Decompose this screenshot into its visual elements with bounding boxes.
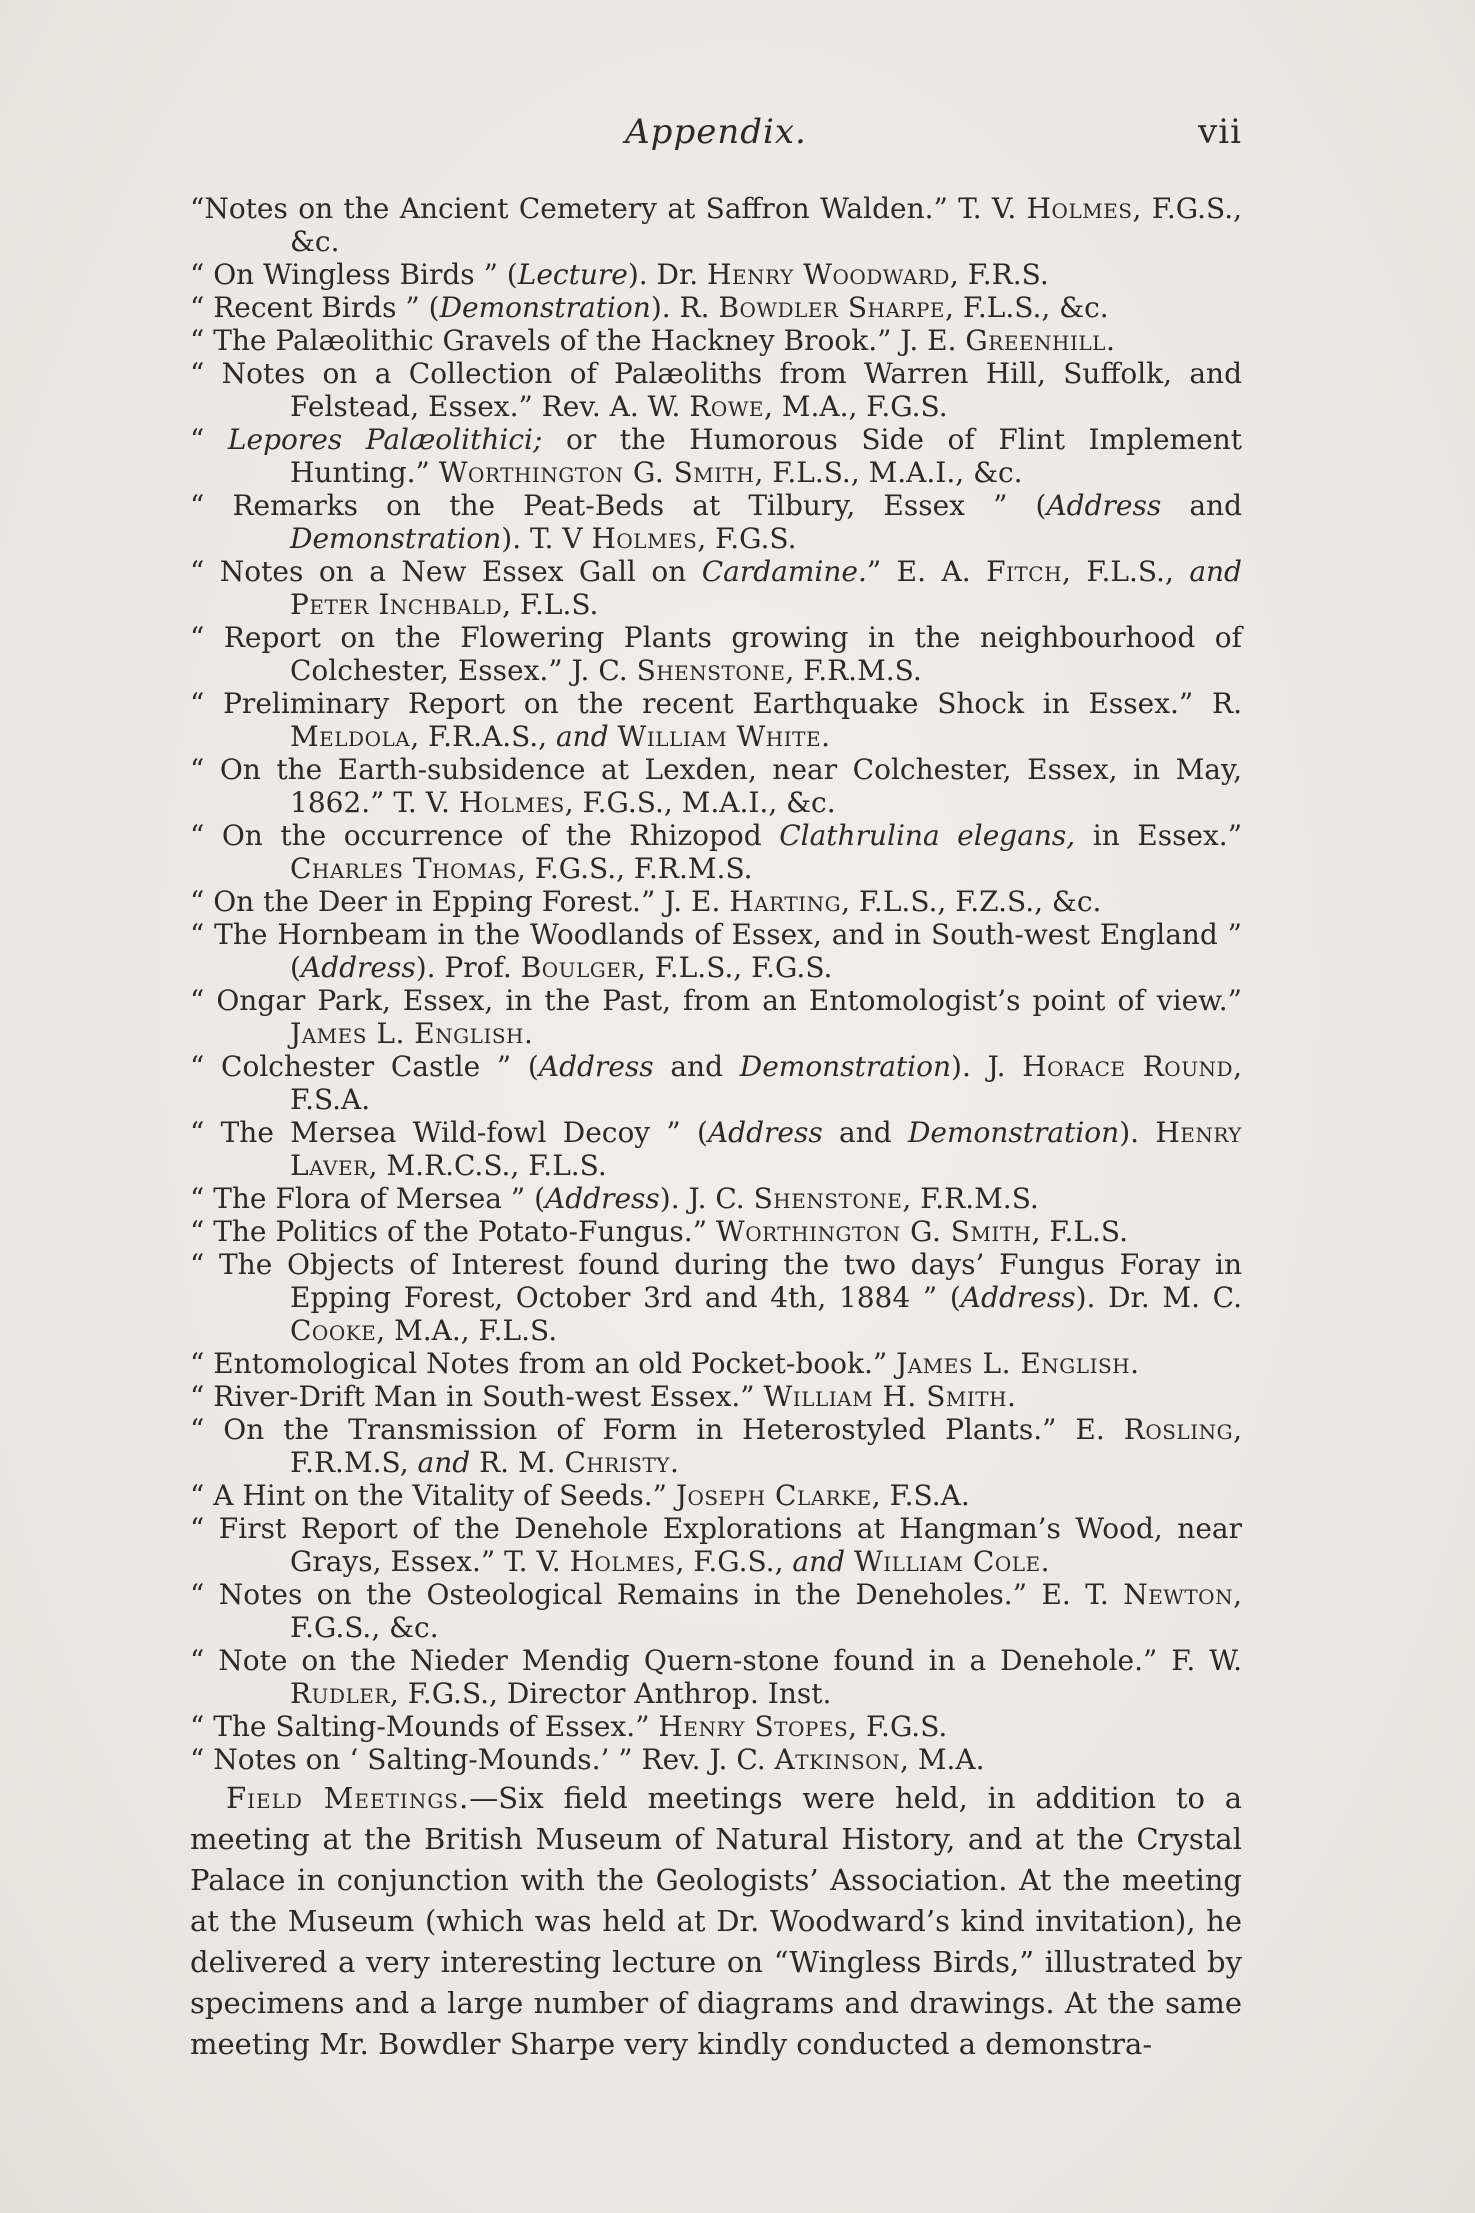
entry-text: . — [1130, 1347, 1140, 1380]
entry-text: “ Entomological Notes from an old Pocket-book.” — [190, 1347, 897, 1380]
entry-text: “ The Hornbeam in the Woodlands of Essex, and in South-west England ” ( — [190, 918, 1242, 984]
paper-entry — [190, 423, 1242, 489]
paper-entry — [190, 1215, 1242, 1248]
entry-text: in Essex.” — [1075, 819, 1243, 852]
italic-text: Clathrulina elegans, — [779, 819, 1076, 852]
entry-text: “ On the Deer in Epping Forest.” J. E. — [190, 885, 730, 918]
entry-text: “ First Report of the Denehole Explorations at Hangman’s Wood, near Grays, Essex.” T. V. — [190, 1512, 1242, 1578]
entry-text: , F.G.S., — [675, 1545, 793, 1578]
entry-text: , F.L.S. — [1031, 1215, 1128, 1248]
entry-text: , F.G.S., F.R.M.S. — [517, 852, 753, 885]
paper-entry — [190, 885, 1242, 918]
author-name: Horace Round — [1022, 1050, 1234, 1083]
author-name: Charles Thomas — [290, 852, 517, 885]
entry-text: . — [1040, 1545, 1050, 1578]
paper-entry — [190, 1116, 1242, 1182]
italic-text: and — [417, 1446, 471, 1479]
entry-text: , F.L.S., F.G.S. — [636, 951, 833, 984]
paper-entry — [190, 1644, 1242, 1710]
entry-text: , M.R.C.S., F.L.S. — [368, 1149, 607, 1182]
entry-text: “ On the Earth-subsidence at Lexden, near Colchester, Essex, in May, 1862.” T. V. — [190, 753, 1242, 819]
entry-text: . — [1105, 324, 1115, 357]
paper-entry — [190, 1347, 1242, 1380]
entry-text: “ Colchester Castle ” ( — [190, 1050, 539, 1083]
entry-text: “ Recent Birds ” ( — [190, 291, 440, 324]
paper-entry — [190, 324, 1242, 357]
entry-text: , F.L.S. — [502, 588, 599, 621]
entry-text: , F.S.A. — [290, 1050, 1242, 1116]
entry-text: “ The Salting-Mounds of Essex.” — [190, 1710, 659, 1743]
entry-text: , F.R.M.S, — [290, 1413, 1242, 1479]
entry-text: , M.A., F.L.S. — [376, 1314, 558, 1347]
entry-text: “ Notes on the Osteological Remains in the Deneholes.” E. T. — [190, 1578, 1124, 1611]
italic-text: and — [792, 1545, 846, 1578]
paper-entry — [190, 687, 1242, 753]
paper-entry — [190, 918, 1242, 984]
paper-entry — [190, 1182, 1242, 1215]
italic-text: and — [1189, 555, 1242, 588]
italic-text: Cardamine. — [701, 555, 867, 588]
italic-text: Address — [960, 1281, 1076, 1314]
italic-text: Address — [707, 1116, 823, 1149]
paper-entry — [190, 1578, 1242, 1644]
entry-text: and — [653, 1050, 740, 1083]
entry-text: . — [821, 720, 830, 753]
author-name: Meldola — [290, 720, 411, 753]
italic-text: Lepores Palæolithici; — [227, 423, 543, 456]
entry-text — [609, 720, 618, 753]
author-name: Holmes — [591, 522, 698, 555]
entry-text: “ — [190, 423, 228, 456]
paper-entry — [190, 1248, 1242, 1347]
entry-text: , F.G.S., &c. — [290, 1578, 1242, 1644]
paper-entry — [190, 489, 1242, 555]
italic-text: Address — [538, 1050, 654, 1083]
entry-text: “Notes on the Ancient Cemetery at Saffron Walden.” T. V. — [190, 192, 1027, 225]
entry-text: “ Report on the Flowering Plants growing in the neighbourhood of Colchester, Essex.” J. C. — [190, 621, 1242, 687]
author-name: Joseph Clarke — [675, 1479, 872, 1512]
entry-text: , M.A. — [900, 1743, 985, 1776]
entry-text: “ River-Drift Man in South-west Essex.” — [190, 1380, 764, 1413]
author-name: James L. English — [290, 1017, 524, 1050]
author-name: Rowe — [689, 390, 764, 423]
entry-text: “ The Objects of Interest found during the two days’ Fungus Foray in Epping Forest, October 3rd and 4th, 1884 ” ( — [190, 1248, 1242, 1314]
italic-text: Address — [545, 1182, 660, 1215]
author-name: James L. English — [896, 1347, 1131, 1380]
author-name: Newton — [1123, 1578, 1234, 1611]
paper-entry — [190, 1413, 1242, 1479]
field-meetings-heading: Field Meetings. — [226, 1781, 470, 1815]
field-meetings-text: —Six field meetings were held, in addition to a meeting at the British Museum of Natural History, and at the Crystal Palace in conjunction with the Geologists’ Association. At the meeting at the Museum (which was held at Dr. Woodward’s kind invitation), he delivered a very interesting lecture on “Wingless Birds,” illustrated by specimens and a large number of diagrams and drawings. At the same meeting Mr. Bowdler Sharpe very kindly conducted a demonstra- — [190, 1781, 1243, 2061]
entry-text: , F.G.S., Director Anthrop. Inst. — [389, 1677, 832, 1710]
author-name: Shenstone — [636, 654, 786, 687]
entry-text: , F.G.S., M.A.I., &c. — [564, 786, 836, 819]
author-name: Shenstone — [753, 1182, 903, 1215]
author-name: Holmes — [569, 1545, 676, 1578]
author-name: Rosling — [1123, 1413, 1234, 1446]
entry-text: “ On the occurrence of the Rhizopod — [190, 819, 780, 852]
paper-entry — [190, 621, 1242, 687]
entry-text: “ The Politics of the Potato-Fungus.” — [190, 1215, 716, 1248]
paper-entry — [190, 1050, 1242, 1116]
author-name: Henry Laver — [290, 1116, 1242, 1182]
entry-text: ). Prof. — [415, 951, 521, 984]
entry-text: , F.R.A.S., — [410, 720, 556, 753]
author-name: Cooke — [290, 1314, 377, 1347]
paper-entry — [190, 753, 1242, 819]
author-name: Harting — [729, 885, 842, 918]
entry-text: , F.R.M.S. — [902, 1182, 1039, 1215]
entry-text: “ Notes on a New Essex Gall on — [190, 555, 702, 588]
italic-text: Demonstration — [290, 522, 502, 555]
author-name: Greenhill — [965, 324, 1106, 357]
entry-text: ). Dr. — [627, 258, 708, 291]
entry-text: “ Note on the Nieder Mendig Quern-stone found in a Denehole.” F. W. — [190, 1644, 1242, 1677]
page-number: vii — [1198, 112, 1242, 152]
author-name: Worthington G. Smith — [438, 456, 755, 489]
italic-text: Demonstration — [439, 291, 651, 324]
entry-text: , M.A., F.G.S. — [763, 390, 948, 423]
paper-entry — [190, 1512, 1242, 1578]
running-head: Appendix. — [625, 112, 807, 152]
entry-text — [845, 1545, 854, 1578]
author-name: William Cole — [853, 1545, 1041, 1578]
entry-text: , F.S.A. — [871, 1479, 970, 1512]
author-name: Bowdler Sharpe — [718, 291, 946, 324]
entry-text: or the Humorous Side of Flint Implement Hunting.” — [290, 423, 1243, 489]
page-header — [190, 112, 1242, 162]
entry-text: , F.L.S., &c. — [945, 291, 1109, 324]
entry-text: ). J. C. — [659, 1182, 754, 1215]
entry-text: ” E. A. — [866, 555, 987, 588]
author-name: William White — [617, 720, 822, 753]
author-name: Holmes — [458, 786, 565, 819]
entry-text: and — [1161, 489, 1242, 522]
italic-text: Address — [300, 951, 416, 984]
italic-text: Lecture — [517, 258, 628, 291]
entry-text: . — [1007, 1380, 1016, 1413]
paper-entry — [190, 1743, 1242, 1776]
italic-text: and — [555, 720, 609, 753]
paper-entry — [190, 192, 1242, 258]
paper-entry — [190, 555, 1242, 621]
paper-list — [190, 192, 1242, 1776]
entry-text: “ Ongar Park, Essex, in the Past, from an Entomologist’s point of view.” — [190, 984, 1242, 1017]
entry-text: , F.L.S., M.A.I., &c. — [754, 456, 1023, 489]
entry-text: ). R. — [650, 291, 719, 324]
author-name: Worthington G. Smith — [715, 1215, 1032, 1248]
paper-entry — [190, 1380, 1242, 1413]
italic-text: Demonstration — [739, 1050, 952, 1083]
author-name: Peter Inchbald — [290, 588, 503, 621]
author-name: Henry Woodward — [707, 258, 950, 291]
entry-text: . — [670, 1446, 679, 1479]
entry-text: and — [822, 1116, 908, 1149]
entry-text: , F.G.S. — [848, 1710, 948, 1743]
entry-text: “ The Palæolithic Gravels of the Hackney Brook.” J. E. — [190, 324, 966, 357]
paper-entry — [190, 819, 1242, 885]
entry-text: “ Notes on a Collection of Palæoliths from Warren Hill, Suffolk, and Felstead, Essex.” Rev. A. W. — [190, 357, 1242, 423]
entry-text: “ Remarks on the Peat-Beds at Tilbury, Essex ” ( — [190, 489, 1047, 522]
entry-text: “ Notes on ‘ Salting-Mounds.’ ” Rev. J. C. — [190, 1743, 775, 1776]
entry-text: “ The Mersea Wild-fowl Decoy ” ( — [190, 1116, 708, 1149]
paper-entry — [190, 258, 1242, 291]
author-name: Holmes — [1026, 192, 1133, 225]
entry-text: “ On Wingless Birds ” ( — [190, 258, 518, 291]
entry-text: , F.L.S., — [1062, 555, 1190, 588]
paper-entry — [190, 291, 1242, 324]
author-name: Rudler — [290, 1677, 390, 1710]
entry-text: R. M. — [470, 1446, 565, 1479]
author-name: Atkinson — [774, 1743, 901, 1776]
paper-entry — [190, 1710, 1242, 1743]
paper-entry — [190, 1479, 1242, 1512]
entry-text: , F.G.S., &c. — [290, 192, 1242, 258]
italic-text: Demonstration — [907, 1116, 1120, 1149]
author-name: Christy — [564, 1446, 671, 1479]
italic-text: Address — [1046, 489, 1162, 522]
paper-entry — [190, 357, 1242, 423]
entry-text: , F.G.S. — [697, 522, 797, 555]
entry-text: , F.R.M.S. — [785, 654, 922, 687]
entry-text: “ Preliminary Report on the recent Earthquake Shock in Essex.” R. — [190, 687, 1242, 720]
entry-text: “ The Flora of Mersea ” ( — [190, 1182, 546, 1215]
author-name: William H. Smith — [763, 1380, 1008, 1413]
field-meetings-paragraph — [190, 1778, 1242, 2065]
entry-text: “ A Hint on the Vitality of Seeds.” — [190, 1479, 676, 1512]
author-name: Henry Stopes — [658, 1710, 849, 1743]
entry-text: . — [523, 1017, 533, 1050]
entry-text: ). J. — [951, 1050, 1023, 1083]
entry-text: “ On the Transmission of Form in Heterostyled Plants.” E. — [190, 1413, 1124, 1446]
entry-text: , F.L.S., F.Z.S., &c. — [841, 885, 1102, 918]
entry-text: ). Dr. M. C. — [1075, 1281, 1242, 1314]
author-name: Boulger — [520, 951, 637, 984]
entry-text: ). T. V — [501, 522, 592, 555]
entry-text: , F.R.S. — [949, 258, 1049, 291]
paper-entry — [190, 984, 1242, 1050]
entry-text: ). — [1119, 1116, 1156, 1149]
author-name: Fitch — [986, 555, 1063, 588]
